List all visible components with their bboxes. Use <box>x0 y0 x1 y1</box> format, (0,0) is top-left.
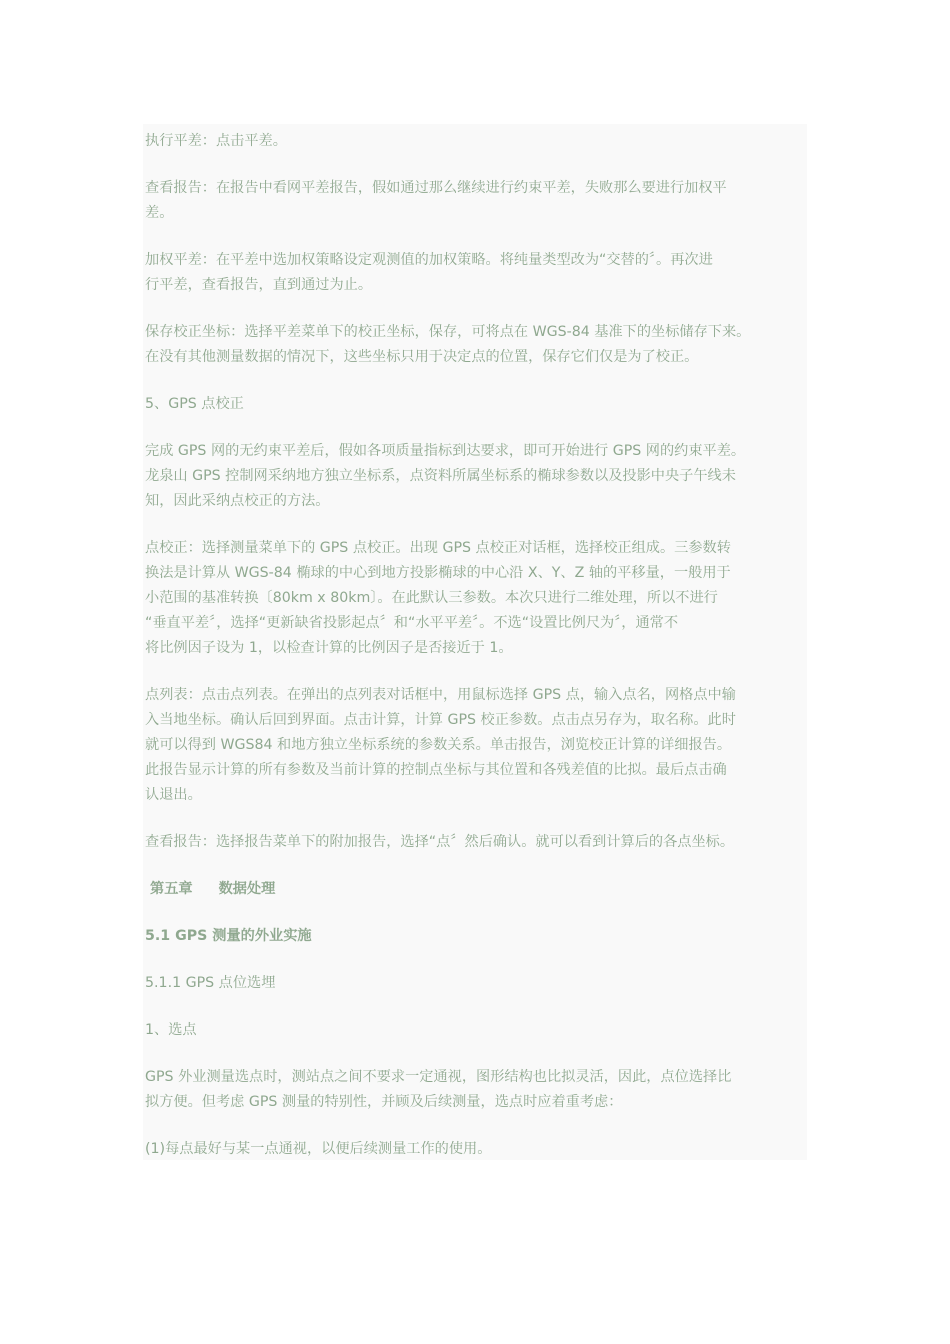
text-line: 在没有其他测量数据的情况下，这些坐标只用于决定点的位置，保存它们仅是为了校正。 <box>145 349 699 365</box>
text-line: 行平差，查看报告，直到通过为止。 <box>145 277 373 293</box>
text-line: 龙泉山 GPS 控制网采纳地方独立坐标系，点资料所属坐标系的椭球参数以及投影中央子午线未 <box>145 468 736 484</box>
paragraph <box>145 439 807 514</box>
paragraph <box>145 536 807 661</box>
text-line: 查看报告：选择报告菜单下的附加报告，选择“点〞然后确认。就可以看到计算后的各点坐标。 <box>145 834 735 850</box>
text-line: 保存校正坐标：选择平差菜单下的校正坐标，保存，可将点在 WGS-84 基准下的坐标储存下来。 <box>145 324 751 340</box>
text-line: 认退出。 <box>145 787 202 803</box>
text-line: 将比例因子设为 1，以检查计算的比例因子是否接近于 1。 <box>145 640 513 656</box>
text-line: 点校正：选择测量菜单下的 GPS 点校正。出现 GPS 点校正对话框，选择校正组成。三参数转 <box>145 540 731 556</box>
text-line: 1、选点 <box>145 1022 197 1038</box>
section-heading: 5.1 GPS 测量的外业实施 <box>145 928 312 944</box>
paragraph <box>145 129 807 154</box>
paragraph <box>145 1018 807 1043</box>
text-line: 小范围的基准转换〔80km x 80km〕。在此默认三参数。本次只进行二维处理，所以不进行 <box>145 590 718 606</box>
text-line: 5、GPS 点校正 <box>145 396 244 412</box>
paragraph <box>145 1137 807 1162</box>
text-line: 入当地坐标。确认后回到界面。点击计算，计算 GPS 校正参数。点击点另存为，取名称。此时 <box>145 712 736 728</box>
document-body <box>143 124 807 1160</box>
text-line: 换法是计算从 WGS-84 椭球的中心到地方投影椭球的中心沿 X、Y、Z 轴的平移量，一般用于 <box>145 565 731 581</box>
text-line: 此报告显示计算的所有参数及当前计算的控制点坐标与其位置和各残差值的比拟。最后点击确 <box>145 762 727 778</box>
chapter-heading <box>145 877 807 902</box>
text-line: 差。 <box>145 205 174 221</box>
text-line: 就可以得到 WGS84 和地方独立坐标系统的参数关系。单击报告，浏览校正计算的详细报告。 <box>145 737 732 753</box>
text-line: 完成 GPS 网的无约束平差后，假如各项质量指标到达要求，即可开始进行 GPS 网的约束平差。 <box>145 443 746 459</box>
text-line: 加权平差：在平差中选加权策略设定观测值的加权策略。将纯量类型改为“交替的〞。再次进 <box>145 252 713 268</box>
paragraph <box>145 971 807 996</box>
text-line: GPS 外业测量选点时，测站点之间不要求一定通视，图形结构也比拟灵活，因此，点位选择比 <box>145 1069 732 1085</box>
chapter-title: 数据处理 <box>218 881 276 897</box>
paragraph <box>145 176 807 226</box>
paragraph <box>145 320 807 370</box>
paragraph <box>145 392 807 417</box>
text-line: (1)每点最好与某一点通视，以便后续测量工作的使用。 <box>145 1141 492 1157</box>
text-line: 点列表：点击点列表。在弹出的点列表对话框中，用鼠标选择 GPS 点，输入点名，网格点中输 <box>145 687 736 703</box>
text-line: 查看报告：在报告中看网平差报告，假如通过那么继续进行约束平差，失败那么要进行加权平 <box>145 180 727 196</box>
text-line: “垂直平差〞，选择“更新缺省投影起点〞和“水平平差〞。不选“设置比例尺为〞，通常不 <box>145 615 679 631</box>
paragraph <box>145 830 807 855</box>
text-line: 拟方便。但考虑 GPS 测量的特别性，并顾及后续测量，选点时应着重考虑： <box>145 1094 623 1110</box>
paragraph <box>145 1065 807 1115</box>
paragraph <box>145 683 807 808</box>
chapter-number: 第五章 <box>150 881 193 897</box>
text-line: 执行平差：点击平差。 <box>145 133 287 149</box>
subsection-heading: 5.1.1 GPS 点位选埋 <box>145 975 276 991</box>
text-line: 知，因此采纳点校正的方法。 <box>145 493 330 509</box>
paragraph <box>145 248 807 298</box>
